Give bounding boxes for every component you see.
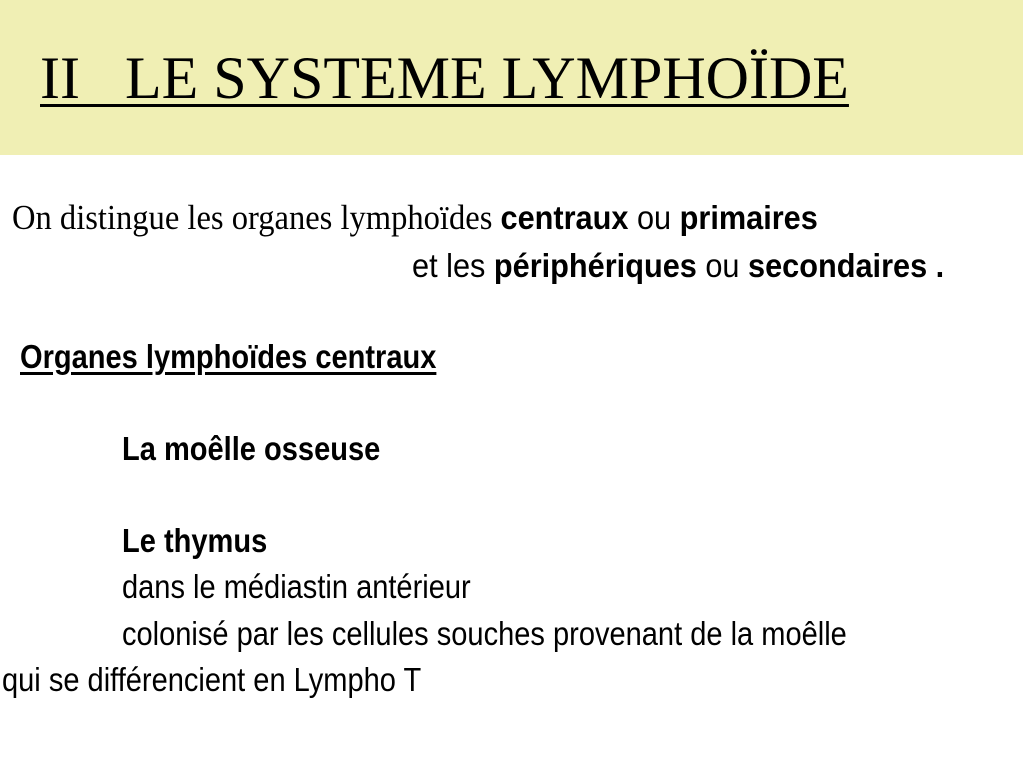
thymus-detail-colonisation: colonisé par les cellules souches provenant de la moêlle xyxy=(122,615,847,652)
thymus-detail-location: dans le médiastin antérieur xyxy=(122,568,471,605)
intro-term-peripheriques: périphériques xyxy=(493,247,697,284)
item-thymus: Le thymus xyxy=(122,522,268,559)
intro-line-1 xyxy=(12,198,818,238)
thymus-detail-differentiation: qui se différencient en Lympho T xyxy=(2,661,422,698)
slide-title: II LE SYSTEME LYMPHOÏDE xyxy=(40,45,849,111)
intro-term-secondaires: secondaires . xyxy=(748,247,945,284)
intro-term-primaires: primaires xyxy=(679,199,818,236)
title-banner xyxy=(0,0,1023,155)
intro-line-1-connector: ou xyxy=(628,199,680,236)
intro-line-2-connector: ou xyxy=(696,247,749,284)
item-moelle-osseuse: La moêlle osseuse xyxy=(122,430,381,467)
intro-line-1-lead: On distingue les organes lymphoïdes xyxy=(12,198,501,237)
intro-term-centraux: centraux xyxy=(500,199,629,236)
intro-line-2-lead: et les xyxy=(412,247,494,284)
intro-line-2 xyxy=(412,246,944,286)
section-heading: Organes lymphoïdes centraux xyxy=(20,338,437,375)
